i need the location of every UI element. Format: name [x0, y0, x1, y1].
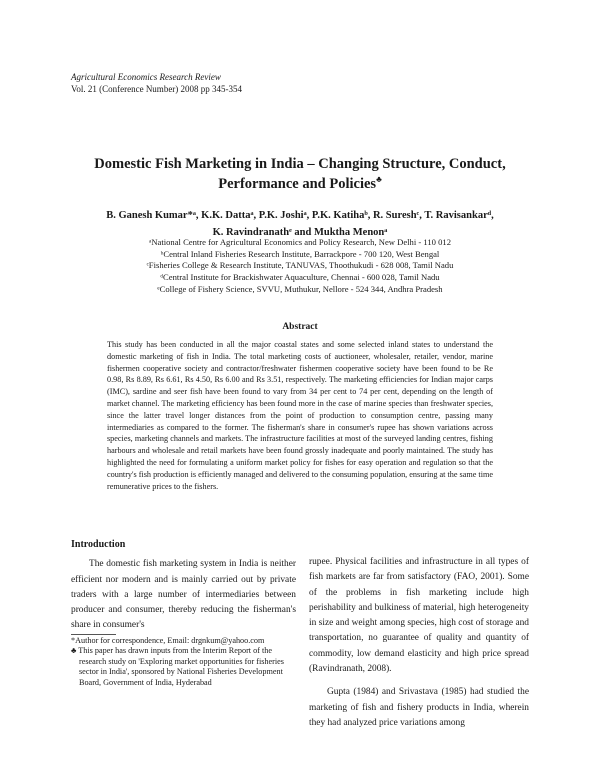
author-list: [60, 207, 540, 241]
journal-volume: Vol. 21 (Conference Number) 2008 pp 345-354: [71, 84, 243, 94]
footnote-author: *Author for correspondence, Email: drgnkum@yahoo.com: [71, 636, 265, 645]
footnotes: [71, 636, 295, 688]
left-column: [71, 537, 296, 634]
abstract-heading: Abstract: [282, 322, 318, 332]
authors-line-2: K. Ravindranathᵉ and Muktha Menonᵃ: [212, 227, 388, 238]
introduction-heading: Introduction: [71, 539, 126, 550]
footnote-divider: [71, 634, 116, 635]
footnote-funding: ♣ This paper has drawn inputs from the Interim Report of the research study on 'Exploring market opportunities for fisheries sector in India', sponsored by National Fisheries Development Board, Government of India, Hyderabad: [71, 646, 284, 687]
affiliations: [60, 237, 540, 296]
right-column: [309, 555, 529, 731]
title-line-1: Domestic Fish Marketing in India – Changing Structure, Conduct,: [94, 156, 506, 172]
title-line-2: Performance and Policies: [218, 176, 377, 192]
introduction-paragraph-2: Gupta (1984) and Srivastava (1985) had studied the marketing of fish and fishery products in India, wherein they had analyzed price variations among: [309, 687, 529, 728]
affiliation-e: ᵉCollege of Fishery Science, SVVU, Muthukur, Nellore - 524 344, Andhra Pradesh: [157, 283, 443, 294]
journal-name: Agricultural Economics Research Review: [71, 72, 221, 82]
title-footnote-mark: ♣: [376, 174, 382, 185]
journal-header: [71, 71, 242, 95]
affiliation-d: ᵈCentral Institute for Brackishwater Aquaculture, Chennai - 600 028, Tamil Nadu: [160, 272, 440, 283]
affiliation-a: ᵃNational Centre for Agricultural Economics and Policy Research, New Delhi - 110 012: [148, 237, 451, 247]
introduction-paragraph-1-cont: rupee. Physical facilities and infrastructure in all types of fish markets are far from satisfactory (FAO, 2001). Some of the problems in fish marketing include high perishability and bulkiness of material, high heterogeneity in size and weight among species, high cost of storage and transportation, no guarantee of quality and quantity of commodity, low demand elasticity and high price spread (Ravindranath, 2008).: [309, 557, 529, 675]
affiliation-c: ᶜFisheries College & Research Institute, TANUVAS, Thoothukudi - 628 008, Tamil Nadu: [146, 260, 454, 271]
paper-title: [60, 154, 540, 194]
abstract-text: This study has been conducted in all the major coastal states and some selected inland states to understand the domestic marketing of fish in India. The total marketing costs of auctioneer, wholesaler, retailer, vendor, marine fishermen cooperative society and contractor/freshwater fishermen cooperative society have been found to be Re 0.98, Rs 8.89, Rs 6.61, Rs 4.50, Rs 6.00 and Rs 3.51, respectively. The marketing efficiencies for Indian major carps (IMC), sardine and seer fish have been found to vary from 34 per cent to 74 per cent, depending on the length of market channel. The marketing efficiency has been found more in the case of marine species than freshwater species, since the latter travel longer distances from the point of production to consumption centre, passing many intermediaries as compared to the former. The fisherman's share in consumer's rupee has shown variations across species, marketing channels and markets. The infrastructure facilities at most of the surveyed landing centres, fishing harbours and wholesale and retail markets have been found grossly inadequate and poorly maintained. The study has highlighted the need for formulating a uniform market policy for fishes for easy operation and regulation so that the country's fish production is efficiently managed and delivered to the consuming population, ensuring at the same time remunerative prices to the fishers.: [107, 340, 493, 491]
introduction-paragraph-1: The domestic fish marketing system in India is neither efficient nor modern and is mainly carried out by private traders with a large number of intermediaries between producer and consumer, thereby reducing the fisherman's share in consumer's: [71, 559, 296, 631]
affiliation-b: ᵇCentral Inland Fisheries Research Institute, Barrackpore - 700 120, West Bengal: [160, 248, 440, 259]
authors-line-1: B. Ganesh Kumar*ᵃ, K.K. Dattaᵃ, P.K. Joshiᵃ, P.K. Katihaᵇ, R. Sureshᶜ, T. Ravisankarᵈ,: [106, 210, 494, 221]
